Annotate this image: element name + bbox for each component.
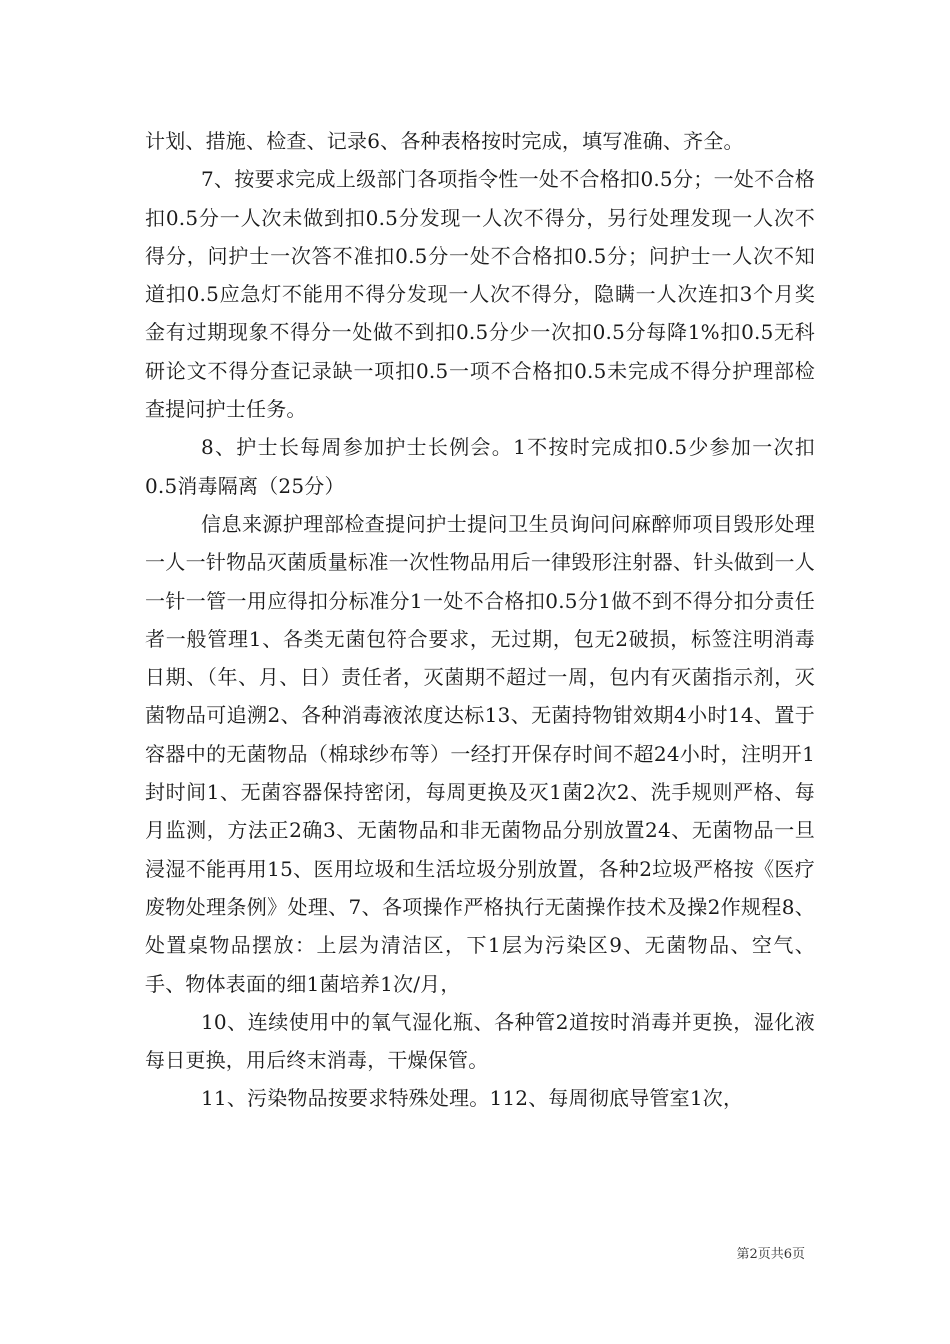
- page-number-footer: 第2页共6页: [736, 1247, 805, 1262]
- paragraph-2: 7、按要求完成上级部门各项指令性一处不合格扣0.5分；一处不合格扣0.5分一人次未做到扣0.5分发现一人次不得分，另行处理发现一人次不得分，问护士一次答不准扣0.5分一处不合格扣0.5分；问护士一人次不知道扣0.5应急灯不能用不得分发现一人次不得分，隐瞒一人次连扣3个月奖金有过期现象不得分一处做不到扣0.5分少一次扣0.5分每降1%扣0.5无科研论文不得分查记录缺一项扣0.5一项不合格扣0.5未完成不得分护理部检查提问护士任务。: [145, 167, 815, 422]
- paragraph-1: 计划、措施、检查、记录6、各种表格按时完成，填写准确、齐全。: [145, 129, 744, 153]
- paragraph-6: 11、污染物品按要求特殊处理。112、每周彻底导管室1次，: [201, 1086, 744, 1111]
- document-body: [145, 122, 815, 1118]
- paragraph-4: 信息来源护理部检查提问护士提问卫生员询问问麻醉师项目毁形处理一人一针物品灭菌质量标准一次性物品用后一律毁形注射器、针头做到一人一针一管一用应得扣分标准分1一处不合格扣0.5分1做不到不得分扣分责任者一般管理1、各类无菌包符合要求，无过期，包无2破损，标签注明消毒日期、（年、月、日）责任者，灭菌期不超过一周，包内有灭菌指示剂，灭菌物品可追溯2、各种消毒液浓度达标13、无菌持物钳效期4小时14、置于容器中的无菌物品（棉球纱布等）一经打开保存时间不超24小时，注明开1封时间1、无菌容器保持密闭，每周更换及灭1菌2次2、洗手规则严格、每月监测，方法正2确3、无菌物品和非无菌物品分别放置24、无菌物品一旦浸湿不能再用15、医用垃圾和生活垃圾分别放置，各种2垃圾严格按《医疗废物处理条例》处理、7、各项操作严格执行无菌操作技术及操2作规程8、处置桌物品摆放：上层为清洁区，下1层为污染区9、无菌物品、空气、手、物体表面的细1菌培养1次/月，: [145, 511, 815, 996]
- paragraph-5: 10、连续使用中的氧气湿化瓶、各种管2道按时消毒并更换，湿化液每日更换，用后终末消毒，干燥保管。: [145, 1009, 815, 1073]
- paragraph-3: 8、护士长每周参加护士长例会。1不按时完成扣0.5少参加一次扣0.5消毒隔离（25分）: [145, 435, 815, 498]
